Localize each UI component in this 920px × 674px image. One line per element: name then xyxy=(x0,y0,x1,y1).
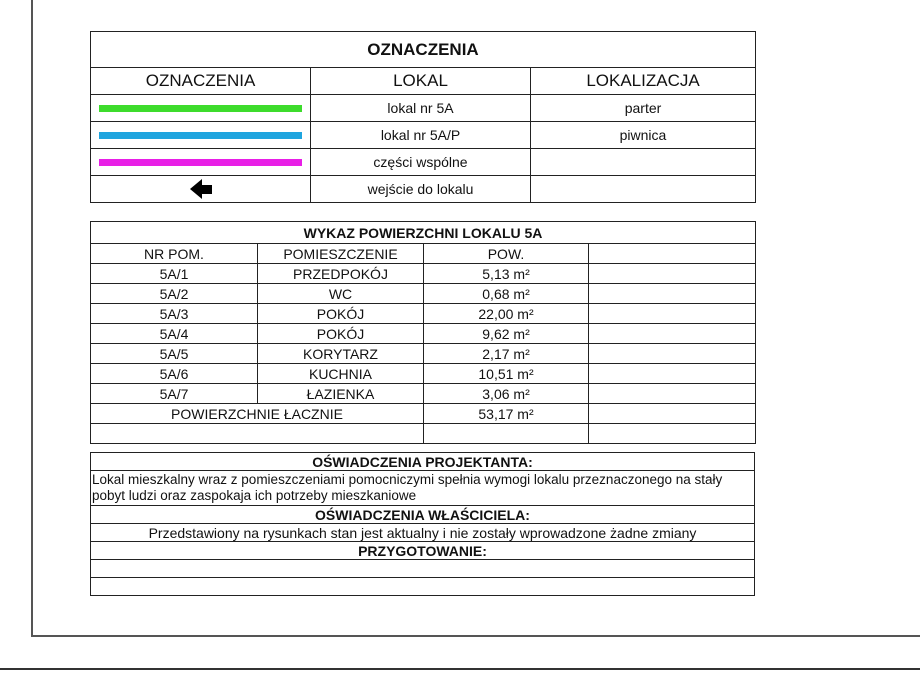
table-row xyxy=(91,324,756,344)
table-row xyxy=(91,384,756,404)
legend-lokal: wejście do lokalu xyxy=(311,176,531,203)
empty-cell xyxy=(589,424,756,444)
room-name: KORYTARZ xyxy=(258,344,424,364)
legend-lokalizacja xyxy=(531,176,756,203)
empty-row xyxy=(91,424,756,444)
room-number: 5A/1 xyxy=(91,264,258,284)
legend-header-lokal: LOKAL xyxy=(311,68,531,95)
empty-cell xyxy=(424,424,589,444)
area-header-name: POMIESZCZENIE xyxy=(258,244,424,264)
room-number: 5A/6 xyxy=(91,364,258,384)
room-area: 2,17 m² xyxy=(424,344,589,364)
empty-cell xyxy=(589,384,756,404)
legend-symbol-cell xyxy=(91,149,311,176)
legend-lokal: części wspólne xyxy=(311,149,531,176)
area-table xyxy=(90,221,756,444)
magenta-line-symbol xyxy=(99,159,302,166)
legend-header-symbol: OZNACZENIA xyxy=(91,68,311,95)
legend-lokalizacja: piwnica xyxy=(531,122,756,149)
legend-table xyxy=(90,31,756,203)
total-area: 53,17 m² xyxy=(424,404,589,424)
drawing-frame-left xyxy=(31,0,33,637)
room-area: 10,51 m² xyxy=(424,364,589,384)
owner-statement-title: OŚWIADCZENIA WŁAŚCICIELA: xyxy=(91,506,755,524)
room-number: 5A/3 xyxy=(91,304,258,324)
total-label: POWIERZCHNIE ŁACZNIE xyxy=(91,404,424,424)
empty-cell xyxy=(91,424,424,444)
area-table-title: WYKAZ POWIERZCHNI LOKALU 5A xyxy=(91,222,756,244)
prepared-title: PRZYGOTOWANIE: xyxy=(91,542,755,560)
legend-header-lokalizacja: LOKALIZACJA xyxy=(531,68,756,95)
legend-symbol-cell xyxy=(91,95,311,122)
area-header-empty xyxy=(589,244,756,264)
owner-statement-text: Przedstawiony na rysunkach stan jest aktualny i nie zostały wprowadzone żadne zmiany xyxy=(91,524,755,542)
legend-row xyxy=(91,95,756,122)
area-header-pow: POW. xyxy=(424,244,589,264)
arrow-left-icon xyxy=(190,179,202,199)
legend-lokalizacja xyxy=(531,149,756,176)
area-header-nr: NR POM. xyxy=(91,244,258,264)
legend-lokal: lokal nr 5A/P xyxy=(311,122,531,149)
empty-row xyxy=(91,560,755,578)
empty-cell xyxy=(589,304,756,324)
room-name: WC xyxy=(258,284,424,304)
legend-row xyxy=(91,176,756,203)
legend-row xyxy=(91,149,756,176)
table-row xyxy=(91,284,756,304)
room-number: 5A/7 xyxy=(91,384,258,404)
room-name: POKÓJ xyxy=(258,304,424,324)
legend-lokalizacja: parter xyxy=(531,95,756,122)
blue-line-symbol xyxy=(99,132,302,139)
empty-cell xyxy=(589,404,756,424)
room-number: 5A/2 xyxy=(91,284,258,304)
table-row xyxy=(91,304,756,324)
drawing-frame-bottom xyxy=(31,635,920,637)
green-line-symbol xyxy=(99,105,302,112)
room-name: POKÓJ xyxy=(258,324,424,344)
room-area: 3,06 m² xyxy=(424,384,589,404)
statements-table xyxy=(90,452,755,596)
empty-cell xyxy=(589,364,756,384)
room-area: 0,68 m² xyxy=(424,284,589,304)
legend-symbol-cell xyxy=(91,122,311,149)
legend-symbol-cell xyxy=(91,176,311,203)
table-row xyxy=(91,344,756,364)
empty-cell xyxy=(589,344,756,364)
legend-lokal: lokal nr 5A xyxy=(311,95,531,122)
empty-cell xyxy=(589,284,756,304)
room-name: KUCHNIA xyxy=(258,364,424,384)
empty-cell xyxy=(589,324,756,344)
room-area: 9,62 m² xyxy=(424,324,589,344)
designer-statement-text: Lokal mieszkalny wraz z pomieszczeniami pomocniczymi spełnia wymogi lokalu przeznaczonego na stały pobyt ludzi oraz zaspokaja ich potrzeby mieszkaniowe xyxy=(91,471,755,506)
room-area: 5,13 m² xyxy=(424,264,589,284)
legend-row xyxy=(91,122,756,149)
arrow-tail xyxy=(202,185,212,194)
total-row xyxy=(91,404,756,424)
room-number: 5A/5 xyxy=(91,344,258,364)
room-number: 5A/4 xyxy=(91,324,258,344)
empty-row xyxy=(91,578,755,596)
table-row xyxy=(91,364,756,384)
legend-title: OZNACZENIA xyxy=(91,32,756,68)
room-name: ŁAZIENKA xyxy=(258,384,424,404)
room-name: PRZEDPOKÓJ xyxy=(258,264,424,284)
designer-statement-title: OŚWIADCZENIA PROJEKTANTA: xyxy=(91,453,755,471)
table-row xyxy=(91,264,756,284)
page-bottom-rule xyxy=(0,668,920,670)
empty-cell xyxy=(589,264,756,284)
room-area: 22,00 m² xyxy=(424,304,589,324)
